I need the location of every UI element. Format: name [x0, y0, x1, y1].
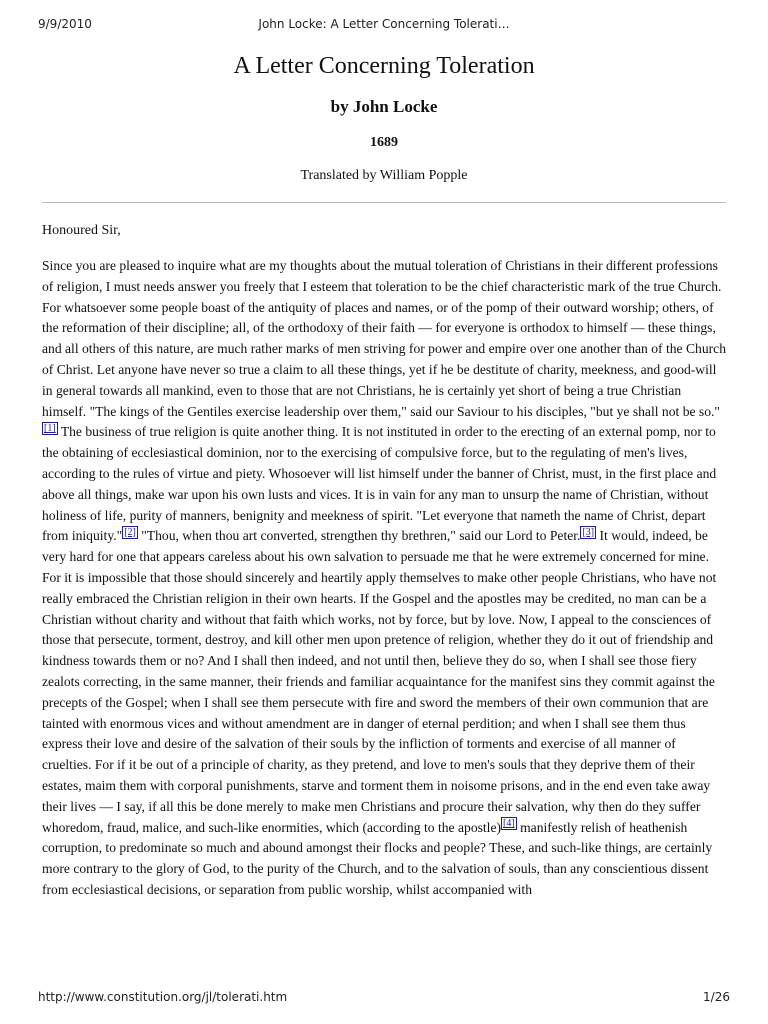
text-segment: Since you are pleased to inquire what are my thoughts about the mutual toleration of Christians in their different professions of religion, I must needs answer you freely that I esteem that toleration to be the chief characteristic mark of the true Church. For whatsoever some people boast of the antiquity of places and names, or of the pomp of their outward worship; others, of the reformation of their discipline; all, of the orthodoxy of their faith — for everyone is orthodox to himself — these things, and all others of this nature, are much rather marks of men striving for power and empire over one another than of the Church of Christ. Let anyone have never so true a claim to all these things, yet if he be destitute of charity, meekness, and good-will in general towards all mankind, even to those that are not Christians, he is certainly yet short of being a true Christian himself. "The kings of the Gentiles exercise leadership over them," said our Saviour to his disciples, "but ye shall not be so.": [42, 258, 726, 419]
document-translator: Translated by William Popple: [300, 168, 468, 183]
text-segment: "Thou, when thou art converted, strengthen thy brethren," said our Lord to Peter.: [137, 528, 581, 544]
print-page-title: John Locke: A Letter Concerning Tolerati…: [258, 17, 510, 31]
document-title: A Letter Concerning Toleration: [233, 53, 535, 79]
footnote-link[interactable]: [4]: [503, 817, 515, 829]
text-segment: It would, indeed, be very hard for one that appears careless about his own salvation to persuade me that he were extremely concerned for mine. For it is impossible that those should sincerely and heartily apply themselves to make other people Christians, who have not really embraced the Christian religion in their own hearts. If the Gospel and the apostles may be credited, no man can be a Christian without charity and without that faith which works, not by force, but by love. Now, I appeal to the consciences of those that persecute, torment, destroy, and kill other men upon pretence of religion, whether they do it out of friendship and kindness towards them or no? And I shall then indeed, and not until then, believe they do so, when I shall see those fiery zealots correcting, in the same manner, their friends and familiar acquaintance for the manifest sins they commit against the precepts of the Gospel; when I shall see them persecute with fire and sword the members of their own communion that are tainted with enormous vices and without amendment are in danger of eternal perdition; and when I shall see them thus express their love and desire of the salvation of their souls by the infliction of torments and exercise of all manner of cruelties. For if it be out of a principle of charity, as they pretend, and love to men's souls that they deprive them of their estates, maim them with corporal punishments, starve and torment them in noisome prisons, and in the end even take away their lives — I say, if all this be done merely to make men Christians and procure their salvation, why then do they suffer whoredom, fraud, malice, and such-like enormities, which (according to the apostle): [42, 528, 717, 835]
print-url: http://www.constitution.org/jl/tolerati.htm: [38, 990, 288, 1004]
print-footer: [38, 990, 730, 1006]
document-author: by John Locke: [330, 97, 438, 116]
document: [42, 48, 726, 914]
text-segment: manifestly relish of heathenish corruption, to predominate so much and abound amongst their flocks and people? These, and such-like things, are certainly more contrary to the glory of God, to the purity of the Church, and to the salvation of souls, than any conscientious dissent from ecclesiastical decisions, or separation from public worship, whilst accompanied with: [42, 819, 713, 897]
document-year: 1689: [370, 135, 398, 150]
text-segment: The business of true religion is quite another thing. It is not instituted in order to the erecting of an external pomp, nor to the obtaining of ecclesiastical dominion, nor to the exercising of compulsive force, but to the regulating of men's lives, according to the rules of virtue and piety. Whosoever will list himself under the banner of Christ, must, in the first place and above all things, make war upon his own lusts and vices. It is in vain for any man to unsurp the name of Christian, without holiness of life, purity of manners, benignity and meekness of spirit. "Let everyone that nameth the name of Christ, depart from iniquity.": [42, 424, 717, 544]
horizontal-rule: [42, 202, 726, 203]
print-header: [38, 17, 730, 33]
body-paragraph: [42, 256, 726, 901]
footnote-link[interactable]: [1]: [44, 422, 56, 434]
print-date: 9/9/2010: [38, 17, 92, 31]
salutation: Honoured Sir,: [42, 223, 121, 238]
footnote-link[interactable]: [3]: [582, 526, 595, 538]
footnote-link[interactable]: [2]: [124, 526, 136, 538]
page-number: 1/26: [703, 990, 730, 1004]
